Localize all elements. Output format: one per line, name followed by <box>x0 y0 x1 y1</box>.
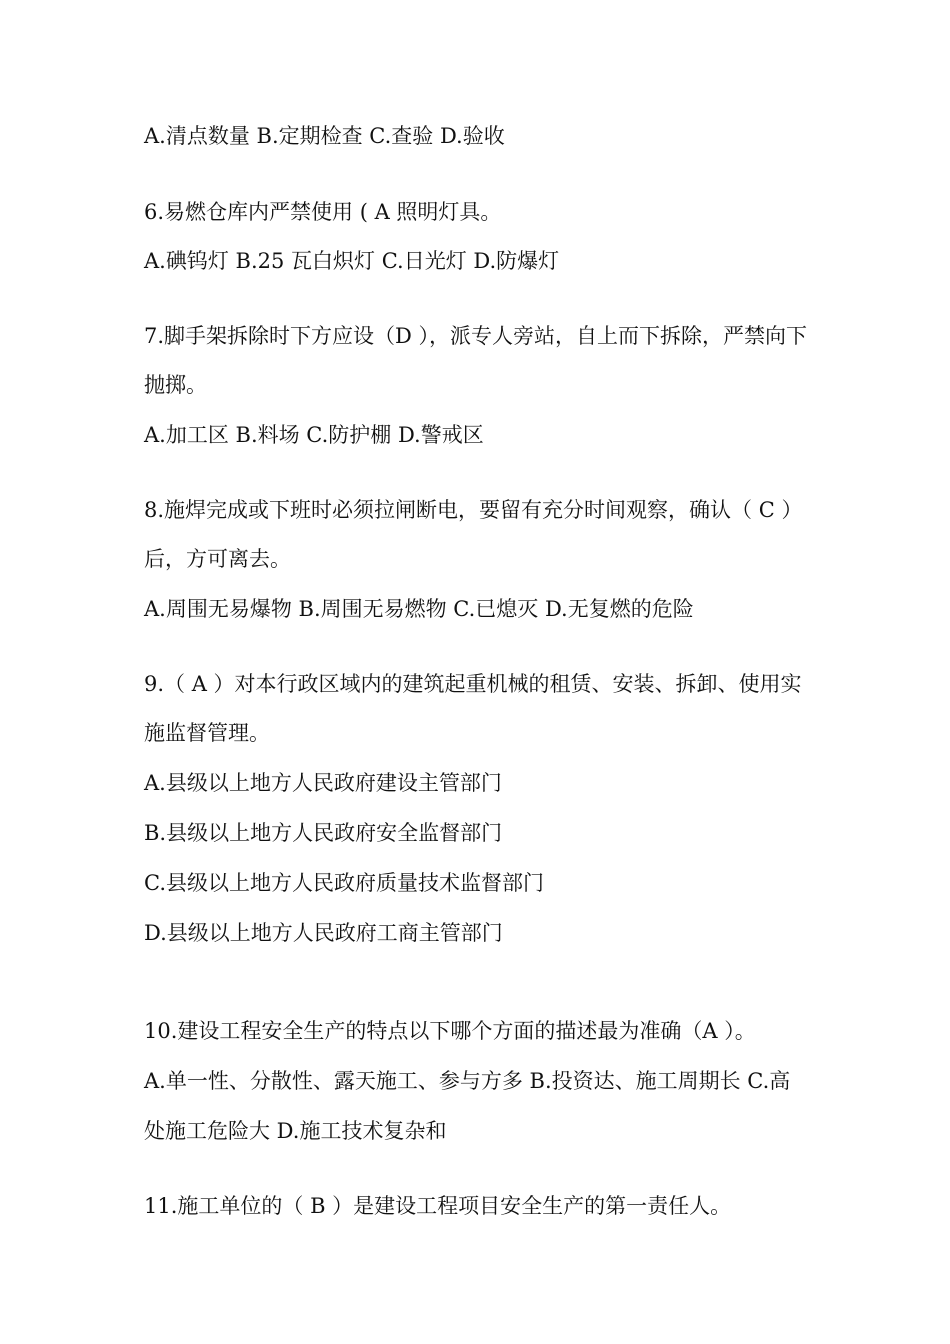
q11-question: 11.施工单位的（ B ）是建设工程项目安全生产的第一责任人。 <box>144 1194 732 1218</box>
q10-options-line2: 处施工危险大 D.施工技术复杂和 <box>144 1119 447 1143</box>
q9-option-a: A.县级以上地方人民政府建设主管部门 <box>144 771 502 795</box>
q8-question-line2: 后，方可离去。 <box>144 547 291 571</box>
q7-options: A.加工区 B.料场 C.防护棚 D.警戒区 <box>144 423 484 447</box>
q6-options: A.碘钨灯 B.25 瓦白炽灯 C.日光灯 D.防爆灯 <box>144 249 560 273</box>
q10-options-line1: A.单一性、分散性、露天施工、参与方多 B.投资达、施工周期长 C.高 <box>144 1069 791 1093</box>
q9-question-line1: 9.（ A ）对本行政区域内的建筑起重机械的租赁、安装、拆卸、使用实 <box>144 672 802 696</box>
q9-option-c: C.县级以上地方人民政府质量技术监督部门 <box>144 871 544 895</box>
q9-question-line2: 施监督管理。 <box>144 721 270 745</box>
q10-question: 10.建设工程安全生产的特点以下哪个方面的描述最为准确（A ）。 <box>144 1019 756 1043</box>
q5-options: A.清点数量 B.定期检查 C.查验 D.验收 <box>144 124 505 148</box>
q7-question-line1: 7.脚手架拆除时下方应设（D ），派专人旁站，自上而下拆除，严禁向下 <box>144 324 808 348</box>
q8-question-line1: 8.施焊完成或下班时必须拉闸断电，要留有充分时间观察，确认（ C ） <box>144 498 803 522</box>
q6-question: 6.易燃仓库内严禁使用 ( A 照明灯具。 <box>144 200 502 224</box>
q9-option-b: B.县级以上地方人民政府安全监督部门 <box>144 821 503 845</box>
q9-option-d: D.县级以上地方人民政府工商主管部门 <box>144 921 503 945</box>
q7-question-line2: 抛掷。 <box>144 373 207 397</box>
q8-options: A.周围无易爆物 B.周围无易燃物 C.已熄灭 D.无复燃的危险 <box>144 597 694 621</box>
